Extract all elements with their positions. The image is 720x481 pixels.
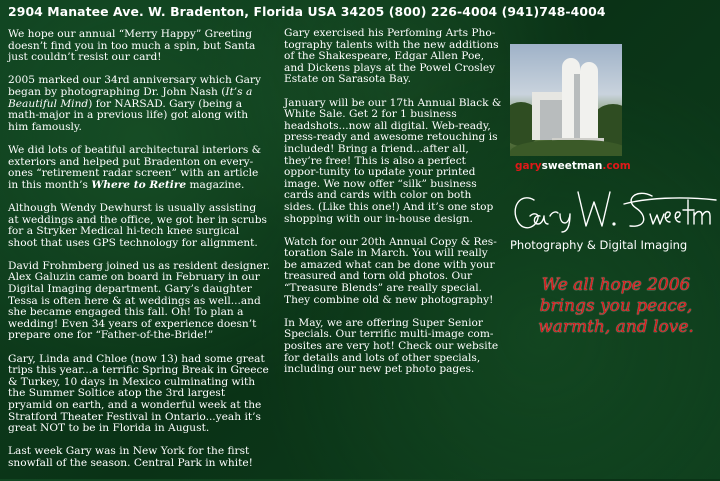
paragraph-anniversary (8, 75, 270, 133)
address-header: 2904 Manatee Ave. W. Bradenton, Florida USA 34205 (800) 226-4004 (941)748-4004 (8, 4, 606, 19)
website-part-gary: gary (515, 160, 542, 172)
anniversary-text-b: ) for NARSAD. Gary (being a math-major in a previous life) got along with him famously. (8, 97, 249, 133)
holiday-greeting (512, 275, 720, 338)
paragraph-greeting-intro: We hope our annual “Merry Happy” Greeting doesn’t find you in too much a spin, but Santa just couldn’t resist our card! (8, 28, 256, 64)
website-part-com: .com (602, 160, 631, 172)
paragraph-architecture (8, 145, 270, 191)
paragraph-wendy: Although Wendy Dewhurst is usually assisting at weddings and the office, we got her in scrubs for a Stryker Medical hi-tech knee surgical shoot that uses GPS technology for alignment. (8, 201, 267, 249)
architecture-text-b: magazine. (186, 178, 245, 191)
paragraph-performing-arts: Gary exercised his Perfoming Arts Pho-tography talents with the new additions of the Shakespeare, Edgar Allen Poe, and Dickens plays at the Powel Crosley Estate on Sarasota Bay. (284, 27, 499, 86)
architecture-text-a: We did lots of beatiful architectural interiors & exteriors and helped put Bradenton on every-ones “retirement radar screen” with an article in this month’s (8, 143, 262, 191)
paragraph-new-york: Last week Gary was in New York for the first snowfall of the season. Central Park in white! (8, 445, 253, 469)
paragraph-staff: David Frohmberg joined us as resident designer. Alex Galuzin came on board in February in our Digital Imaging department. Gary’s daughter Tessa is often here & at weddings as well...and she became engaged this fall. Oh! To plan a wedding! Even 34 years of experience doesn’t prepare one for “Father-of-the-Bride!” (8, 259, 270, 342)
website-url (515, 160, 635, 172)
middle-column (284, 28, 504, 387)
greeting-line-3: warmth, and love. (538, 317, 694, 337)
greeting-line-2: brings you peace, (539, 296, 693, 316)
website-part-sweetman: sweetman (541, 160, 603, 172)
greeting-line-1: We all hope 2006 (541, 275, 691, 295)
anniversary-text-a: 2005 marked our 34rd anniversary which Gary began by photographing Dr. John Nash ( (8, 74, 261, 98)
signature-logo (506, 182, 720, 242)
paragraph-trips: Gary, Linda and Chloe (now 13) had some great trips this year...a terrific Spring Break in Greece & Turkey, 10 days in Mexico culminating with the Summer Soltice atop the 3rd largest pryamid on earth, and a wonderful week at the Stratford Theater Festival in Ontario...yeah it’s great NOT to be in Florida in August. (8, 352, 269, 435)
magazine-title: Where to Retire (91, 178, 187, 191)
left-column (8, 29, 270, 481)
paragraph-senior-specials: In May, we are offering Super Senior Specials. Our terrific multi-image com-posites are very hot! Check our website for details and lots of other specials, including our new pet photo pages. (284, 316, 499, 376)
studio-building-photo (510, 44, 622, 156)
paragraph-restoration-sale: Watch for our 20th Annual Copy & Res-toration Sale in March. You will really be amazed what can be done with your treasured and torn old photos. Our “Treasure Blends” are really special. They combine old & new photography! (284, 235, 497, 306)
movie-title: It’s a Beautiful Mind (8, 85, 253, 110)
paragraph-bw-sale: January will be our 17th Annual Black & White Sale. Get 2 for 1 business headshots...now all digital. Web-ready, press-ready and awesome retouching is included! Bring a friend...after all, they’re free! This is also a perfect oppor-tunity to update your printed image. We now offer “silk” business cards and cards with color on both sides. (Like this one!) And it’s one stop shopping with our in-house design. (284, 96, 502, 225)
logo-subtitle: Photography & Digital Imaging (510, 238, 688, 252)
